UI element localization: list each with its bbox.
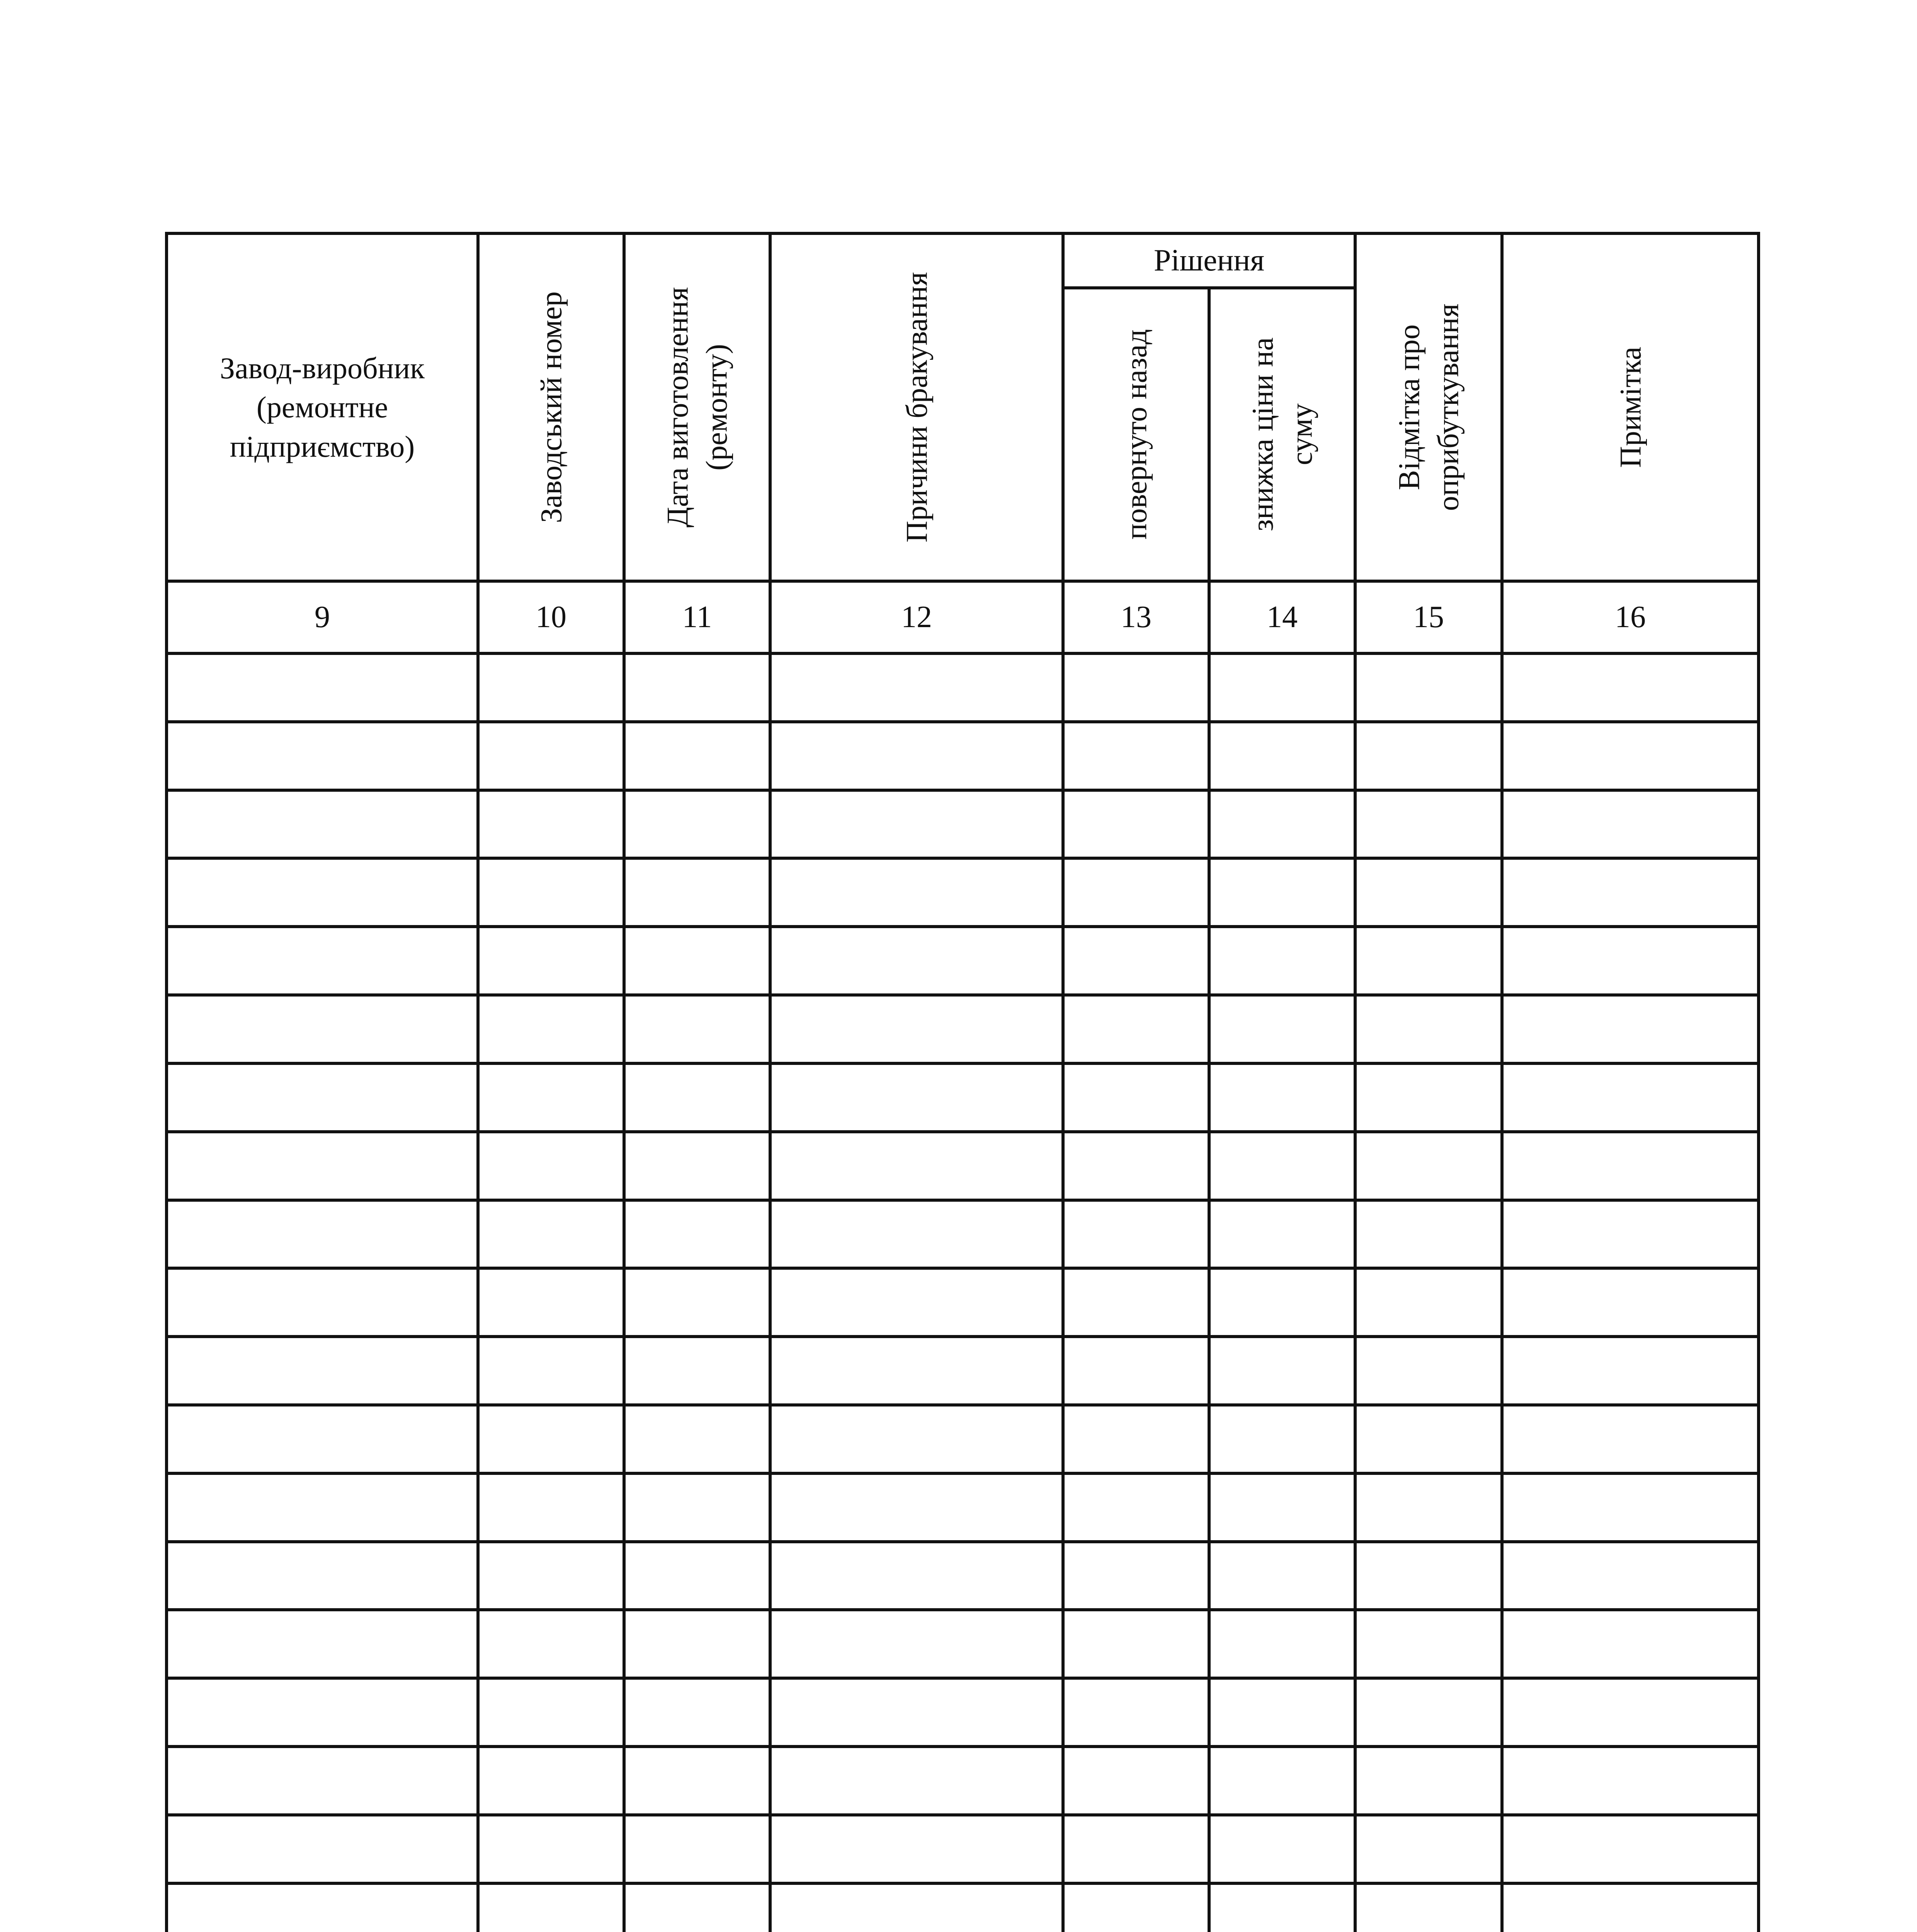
- cell-serial-number[interactable]: [478, 1815, 624, 1883]
- column-index-16-text: 16: [1615, 600, 1646, 634]
- cell-rejection-reasons[interactable]: [770, 927, 1063, 995]
- cell-manufacture-date[interactable]: [624, 1678, 770, 1747]
- cell-serial-number[interactable]: [478, 722, 624, 790]
- cell-manufacture-date[interactable]: [624, 1132, 770, 1200]
- cell-serial-number[interactable]: [478, 858, 624, 927]
- header-price-discount-line1: знижка ціни на: [1245, 337, 1279, 532]
- table-row: [167, 1200, 1759, 1269]
- cell-posting-mark[interactable]: [1355, 1337, 1502, 1405]
- cell-note[interactable]: [1502, 858, 1759, 927]
- header-manufacturer-line1: Завод-виробник: [219, 351, 425, 385]
- defect-register-table: [165, 232, 1760, 1932]
- cell-manufacturer[interactable]: [167, 995, 478, 1063]
- column-index-13: [1063, 581, 1209, 653]
- table-row: [167, 1542, 1759, 1610]
- column-index-9-text: 9: [315, 600, 330, 634]
- cell-serial-number[interactable]: [478, 1678, 624, 1747]
- cell-note[interactable]: [1502, 1747, 1759, 1815]
- cell-serial-number[interactable]: [478, 1473, 624, 1542]
- cell-manufacturer[interactable]: [167, 1337, 478, 1405]
- cell-note[interactable]: [1502, 1337, 1759, 1405]
- cell-rejection-reasons[interactable]: [770, 1200, 1063, 1269]
- cell-returned[interactable]: [1063, 790, 1209, 859]
- cell-posting-mark[interactable]: [1355, 1883, 1502, 1932]
- cell-serial-number[interactable]: [478, 653, 624, 722]
- cell-returned[interactable]: [1063, 1132, 1209, 1200]
- cell-note[interactable]: [1502, 1132, 1759, 1200]
- cell-manufacturer[interactable]: [167, 927, 478, 995]
- header-price-discount-line2: суму: [1285, 403, 1318, 466]
- cell-manufacture-date[interactable]: [624, 722, 770, 790]
- cell-note[interactable]: [1502, 995, 1759, 1063]
- cell-returned[interactable]: [1063, 1405, 1209, 1473]
- cell-note[interactable]: [1502, 1883, 1759, 1932]
- cell-manufacturer[interactable]: [167, 1542, 478, 1610]
- cell-posting-mark[interactable]: [1355, 1610, 1502, 1678]
- cell-note[interactable]: [1502, 1063, 1759, 1132]
- column-index-10-text: 10: [536, 600, 566, 634]
- cell-manufacturer[interactable]: [167, 1063, 478, 1132]
- cell-posting-mark[interactable]: [1355, 1815, 1502, 1883]
- table-row: [167, 1063, 1759, 1132]
- table-row: [167, 1405, 1759, 1473]
- cell-returned[interactable]: [1063, 858, 1209, 927]
- cell-note[interactable]: [1502, 722, 1759, 790]
- cell-rejection-reasons[interactable]: [770, 1678, 1063, 1747]
- cell-price-discount[interactable]: [1209, 1542, 1355, 1610]
- cell-manufacture-date[interactable]: [624, 1473, 770, 1542]
- table-row: [167, 1132, 1759, 1200]
- cell-manufacturer[interactable]: [167, 1268, 478, 1337]
- column-index-row: [167, 581, 1759, 653]
- cell-posting-mark[interactable]: [1355, 790, 1502, 859]
- header-manufacturer-line3: підприємство): [230, 429, 415, 463]
- cell-manufacture-date[interactable]: [624, 1268, 770, 1337]
- cell-manufacture-date[interactable]: [624, 653, 770, 722]
- cell-note[interactable]: [1502, 653, 1759, 722]
- cell-serial-number[interactable]: [478, 927, 624, 995]
- cell-rejection-reasons[interactable]: [770, 1063, 1063, 1132]
- cell-serial-number[interactable]: [478, 1405, 624, 1473]
- cell-note[interactable]: [1502, 1610, 1759, 1678]
- cell-manufacturer[interactable]: [167, 1815, 478, 1883]
- cell-rejection-reasons[interactable]: [770, 722, 1063, 790]
- cell-returned[interactable]: [1063, 1815, 1209, 1883]
- table-row: [167, 1268, 1759, 1337]
- cell-returned[interactable]: [1063, 1883, 1209, 1932]
- header-note-line1: Примітка: [1613, 347, 1647, 468]
- header-manufacture-date-line2: (ремонту): [700, 344, 733, 471]
- cell-manufacturer[interactable]: [167, 858, 478, 927]
- cell-posting-mark[interactable]: [1355, 1200, 1502, 1269]
- header-decision-title: Рішення: [1153, 243, 1265, 278]
- cell-manufacture-date[interactable]: [624, 1883, 770, 1932]
- table-row: [167, 653, 1759, 722]
- cell-manufacturer[interactable]: [167, 1747, 478, 1815]
- cell-manufacturer[interactable]: [167, 790, 478, 859]
- cell-rejection-reasons[interactable]: [770, 790, 1063, 859]
- cell-rejection-reasons[interactable]: [770, 1610, 1063, 1678]
- cell-posting-mark[interactable]: [1355, 995, 1502, 1063]
- column-index-11: [624, 581, 770, 653]
- cell-rejection-reasons[interactable]: [770, 1473, 1063, 1542]
- cell-rejection-reasons[interactable]: [770, 995, 1063, 1063]
- cell-serial-number[interactable]: [478, 1063, 624, 1132]
- table-row: [167, 722, 1759, 790]
- cell-rejection-reasons[interactable]: [770, 1883, 1063, 1932]
- cell-rejection-reasons[interactable]: [770, 858, 1063, 927]
- cell-posting-mark[interactable]: [1355, 1063, 1502, 1132]
- cell-rejection-reasons[interactable]: [770, 1405, 1063, 1473]
- cell-manufacturer[interactable]: [167, 653, 478, 722]
- header-serial-number: [478, 233, 624, 581]
- cell-manufacture-date[interactable]: [624, 995, 770, 1063]
- header-decision-group: [1063, 233, 1355, 288]
- header-rejection-reasons-line1: Причини бракування: [900, 272, 934, 543]
- table-row: [167, 1337, 1759, 1405]
- cell-price-discount[interactable]: [1209, 1747, 1355, 1815]
- header-manufacture-date: [624, 233, 770, 581]
- cell-returned[interactable]: [1063, 1200, 1209, 1269]
- cell-rejection-reasons[interactable]: [770, 1132, 1063, 1200]
- header-price-discount: [1209, 288, 1355, 582]
- cell-returned[interactable]: [1063, 722, 1209, 790]
- cell-returned[interactable]: [1063, 1268, 1209, 1337]
- table-row: [167, 1678, 1759, 1747]
- cell-posting-mark[interactable]: [1355, 1473, 1502, 1542]
- cell-price-discount[interactable]: [1209, 1678, 1355, 1747]
- cell-returned[interactable]: [1063, 1747, 1209, 1815]
- header-manufacturer: [167, 233, 478, 581]
- cell-price-discount[interactable]: [1209, 790, 1355, 859]
- cell-note[interactable]: [1502, 1268, 1759, 1337]
- cell-manufacture-date[interactable]: [624, 858, 770, 927]
- cell-rejection-reasons[interactable]: [770, 653, 1063, 722]
- column-index-15-text: 15: [1413, 600, 1444, 634]
- table-row: [167, 1610, 1759, 1678]
- column-index-16: [1502, 581, 1759, 653]
- cell-manufacturer[interactable]: [167, 1132, 478, 1200]
- cell-manufacture-date[interactable]: [624, 1063, 770, 1132]
- cell-posting-mark[interactable]: [1355, 1268, 1502, 1337]
- cell-manufacturer[interactable]: [167, 1883, 478, 1932]
- cell-returned[interactable]: [1063, 1542, 1209, 1610]
- cell-posting-mark[interactable]: [1355, 1747, 1502, 1815]
- cell-serial-number[interactable]: [478, 1200, 624, 1269]
- header-returned: [1063, 288, 1209, 582]
- header-posting-mark: [1355, 233, 1502, 581]
- cell-returned[interactable]: [1063, 927, 1209, 995]
- cell-rejection-reasons[interactable]: [770, 1337, 1063, 1405]
- cell-note[interactable]: [1502, 1405, 1759, 1473]
- cell-manufacture-date[interactable]: [624, 1815, 770, 1883]
- column-index-12-text: 12: [901, 600, 932, 634]
- column-index-14: [1209, 581, 1355, 653]
- column-index-10: [478, 581, 624, 653]
- cell-price-discount[interactable]: [1209, 927, 1355, 995]
- cell-price-discount[interactable]: [1209, 1405, 1355, 1473]
- table-row: [167, 1747, 1759, 1815]
- header-returned-line1: повернуто назад: [1119, 329, 1153, 540]
- cell-manufacturer[interactable]: [167, 1473, 478, 1542]
- cell-manufacturer[interactable]: [167, 1405, 478, 1473]
- cell-returned[interactable]: [1063, 1678, 1209, 1747]
- cell-manufacturer[interactable]: [167, 1200, 478, 1269]
- cell-serial-number[interactable]: [478, 1610, 624, 1678]
- cell-serial-number[interactable]: [478, 1337, 624, 1405]
- cell-manufacture-date[interactable]: [624, 790, 770, 859]
- cell-rejection-reasons[interactable]: [770, 1815, 1063, 1883]
- cell-serial-number[interactable]: [478, 1747, 624, 1815]
- register-form-page: [165, 232, 1757, 1932]
- cell-manufacture-date[interactable]: [624, 1337, 770, 1405]
- cell-manufacture-date[interactable]: [624, 927, 770, 995]
- cell-note[interactable]: [1502, 1678, 1759, 1747]
- cell-manufacture-date[interactable]: [624, 1405, 770, 1473]
- cell-price-discount[interactable]: [1209, 1337, 1355, 1405]
- cell-note[interactable]: [1502, 1815, 1759, 1883]
- cell-price-discount[interactable]: [1209, 1268, 1355, 1337]
- cell-returned[interactable]: [1063, 995, 1209, 1063]
- cell-note[interactable]: [1502, 927, 1759, 995]
- cell-posting-mark[interactable]: [1355, 1132, 1502, 1200]
- cell-posting-mark[interactable]: [1355, 1405, 1502, 1473]
- column-index-9: [167, 581, 478, 653]
- table-row: [167, 995, 1759, 1063]
- cell-price-discount[interactable]: [1209, 653, 1355, 722]
- cell-posting-mark[interactable]: [1355, 858, 1502, 927]
- table-row: [167, 1815, 1759, 1883]
- cell-posting-mark[interactable]: [1355, 1678, 1502, 1747]
- cell-price-discount[interactable]: [1209, 1473, 1355, 1542]
- cell-price-discount[interactable]: [1209, 1883, 1355, 1932]
- cell-price-discount[interactable]: [1209, 858, 1355, 927]
- cell-manufacture-date[interactable]: [624, 1542, 770, 1610]
- table-row: [167, 858, 1759, 927]
- cell-posting-mark[interactable]: [1355, 927, 1502, 995]
- column-index-12: [770, 581, 1063, 653]
- header-rejection-reasons: [770, 233, 1063, 581]
- cell-manufacturer[interactable]: [167, 722, 478, 790]
- cell-rejection-reasons[interactable]: [770, 1747, 1063, 1815]
- cell-returned[interactable]: [1063, 1337, 1209, 1405]
- cell-serial-number[interactable]: [478, 1132, 624, 1200]
- cell-price-discount[interactable]: [1209, 1132, 1355, 1200]
- header-posting-mark-line1: Відмітка про: [1392, 324, 1426, 490]
- cell-price-discount[interactable]: [1209, 1815, 1355, 1883]
- cell-returned[interactable]: [1063, 653, 1209, 722]
- cell-serial-number[interactable]: [478, 1542, 624, 1610]
- cell-manufacture-date[interactable]: [624, 1747, 770, 1815]
- cell-posting-mark[interactable]: [1355, 1542, 1502, 1610]
- cell-manufacture-date[interactable]: [624, 1200, 770, 1269]
- cell-returned[interactable]: [1063, 1610, 1209, 1678]
- cell-posting-mark[interactable]: [1355, 722, 1502, 790]
- cell-manufacture-date[interactable]: [624, 1610, 770, 1678]
- header-row-top: [167, 233, 1759, 288]
- cell-returned[interactable]: [1063, 1473, 1209, 1542]
- column-index-13-text: 13: [1121, 600, 1152, 634]
- header-manufacturer-line2: (ремонтне: [256, 390, 388, 424]
- cell-note[interactable]: [1502, 1542, 1759, 1610]
- cell-price-discount[interactable]: [1209, 1063, 1355, 1132]
- cell-rejection-reasons[interactable]: [770, 1268, 1063, 1337]
- cell-price-discount[interactable]: [1209, 722, 1355, 790]
- cell-note[interactable]: [1502, 1200, 1759, 1269]
- table-row: [167, 790, 1759, 859]
- cell-returned[interactable]: [1063, 1063, 1209, 1132]
- table-row: [167, 1883, 1759, 1932]
- cell-manufacturer[interactable]: [167, 1610, 478, 1678]
- cell-note[interactable]: [1502, 790, 1759, 859]
- header-posting-mark-line2: оприбуткування: [1431, 303, 1465, 511]
- header-note: [1502, 233, 1759, 581]
- header-serial-number-line1: Заводський номер: [534, 291, 568, 523]
- column-index-11-text: 11: [682, 600, 712, 634]
- column-index-15: [1355, 581, 1502, 653]
- cell-serial-number[interactable]: [478, 1883, 624, 1932]
- cell-price-discount[interactable]: [1209, 1610, 1355, 1678]
- table-row: [167, 1473, 1759, 1542]
- cell-manufacturer[interactable]: [167, 1678, 478, 1747]
- cell-note[interactable]: [1502, 1473, 1759, 1542]
- table-row: [167, 927, 1759, 995]
- cell-serial-number[interactable]: [478, 1268, 624, 1337]
- cell-posting-mark[interactable]: [1355, 653, 1502, 722]
- column-index-14-text: 14: [1267, 600, 1298, 634]
- cell-rejection-reasons[interactable]: [770, 1542, 1063, 1610]
- header-manufacture-date-line1: Дата виготовлення: [660, 287, 694, 528]
- cell-serial-number[interactable]: [478, 995, 624, 1063]
- cell-serial-number[interactable]: [478, 790, 624, 859]
- cell-price-discount[interactable]: [1209, 1200, 1355, 1269]
- cell-price-discount[interactable]: [1209, 995, 1355, 1063]
